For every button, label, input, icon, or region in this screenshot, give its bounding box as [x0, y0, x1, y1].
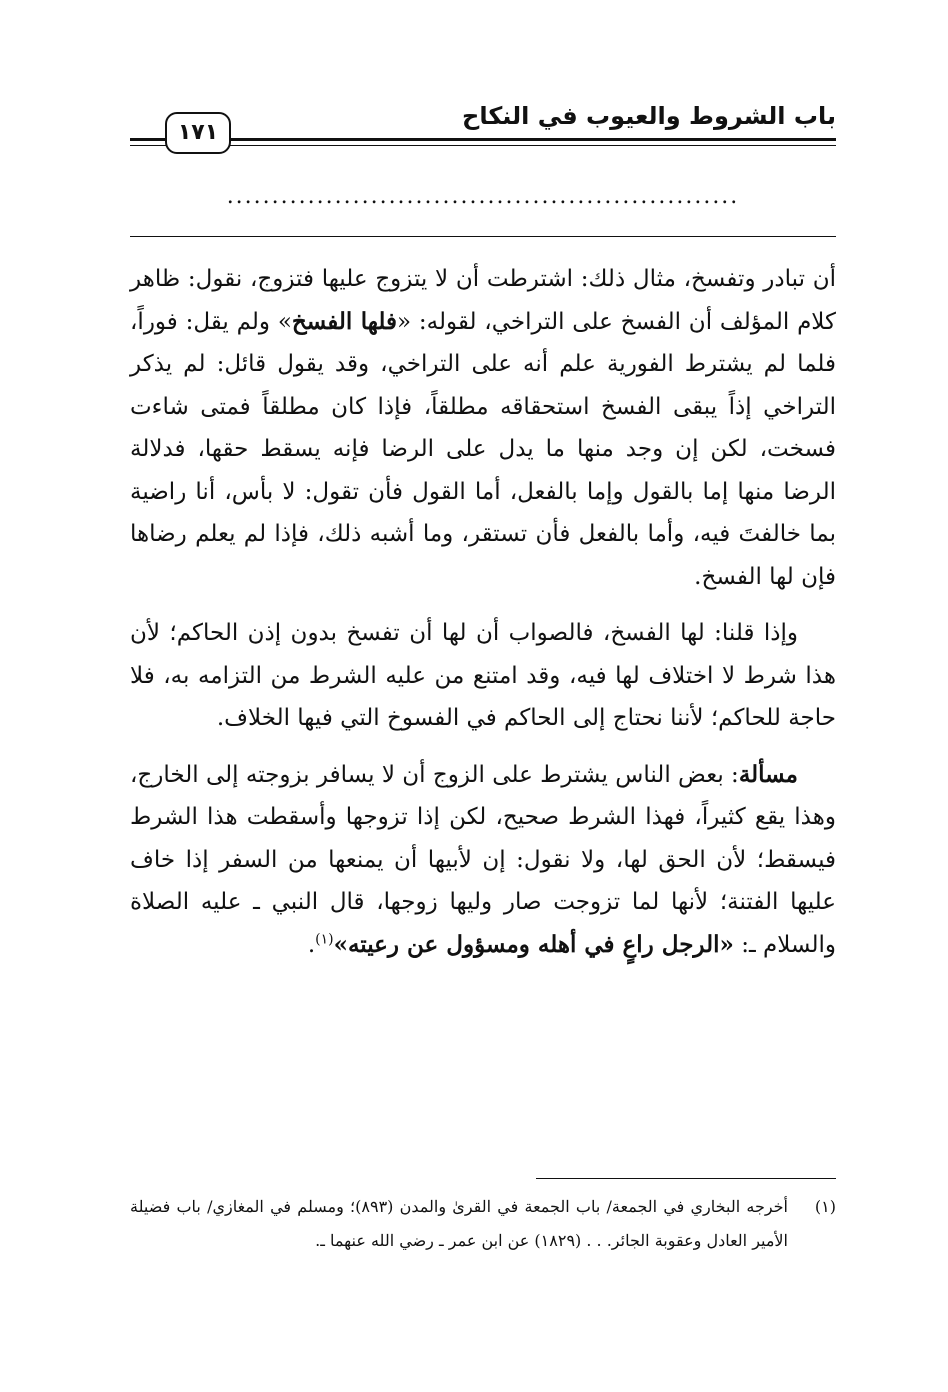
chapter-title: باب الشروط والعيوب في النكاح [462, 102, 836, 130]
dotted-separator: ......................................................... [226, 186, 740, 208]
paragraph-3 [130, 754, 836, 967]
paragraph-2: وإذا قلنا: لها الفسخ، فالصواب أن لها أن تفسخ بدون إذن الحاكم؛ لأن هذا شرط لا اختلاف لها فيه، وقد امتنع من عليه الشرط من التزامه به، فلا حاجة للحاكم؛ لأننا نحتاج إلى الحاكم في الفسوخ التي فيها الخلاف. [130, 620, 836, 731]
paragraph-3-end: . [307, 931, 316, 958]
paragraph-3-text: : بعض الناس يشترط على الزوج أن لا يسافر بزوجته إلى الخارج، وهذا يقع كثيراً، فهذا الشرط صحيح، لكن إذا تزوجها وأسقطت هذا الشرط فيسقط؛ لأن الحق لها، ولا نقول: إن لأبيها أن يمنعها من السفر إذا خاف عليها الفتنة؛ لأنها لما تزوجت صار وليها زوجها، قال النبي ـ عليه الصلاة والسلام ـ: [130, 761, 836, 958]
paragraph-1-text-b: » ولم يقل: فوراً، فلما لم يشترط الفورية علم أنه على التراخي، وقد يقول قائل: لم يذكر التراخي إذاً يبقى الفسخ استحقاقه مطلقاً، فإذا كان مطلقاً فمتى شاءت فسخت، لكن إن وجد منها ما يدل على الرضا فإنه يسقط حقها، فدلالة الرضا منها إما بالقول وإما بالفعل، أما القول فأن تقول: لا بأس، أنا راضية بما خالفتَ فيه، وأما بالفعل فأن تستقر، وما أشبه ذلك، فإذا لم يعلم رضاها فإن لها الفسخ. [130, 308, 836, 590]
hadith-quote: «الرجل راعٍ في أهله ومسؤول عن رعيته» [333, 930, 734, 958]
quoted-phrase: فلها الفسخ [291, 307, 397, 335]
footnote-text: أخرجه البخاري في الجمعة/ باب الجمعة في القرىٰ والمدن (٨٩٣)؛ ومسلم في المغازي/ باب فضيلة الأمير العادل وعقوبة الجائر. . . (١٨٢٩) عن ابن عمر ـ رضي الله عنهما ـ. [130, 1197, 788, 1250]
footnote-reference: (١) [315, 930, 334, 947]
header-double-rule [130, 138, 836, 146]
footnote [130, 1190, 836, 1258]
footnote-number: (١) [814, 1197, 836, 1216]
text-top-rule [130, 236, 836, 237]
paragraph-1 [130, 258, 836, 598]
footnote-rule [536, 1178, 836, 1179]
issue-label: مسألة [738, 760, 798, 788]
main-text [130, 258, 836, 966]
paragraph-1-text-a: أن تبادر وتفسخ، مثال ذلك: اشترطت أن لا يتزوج عليها فتزوج، نقول: ظاهر كلام المؤلف أن الفسخ على التراخي، لقوله: « [130, 266, 836, 335]
page-number: ١٧١ [165, 112, 231, 154]
